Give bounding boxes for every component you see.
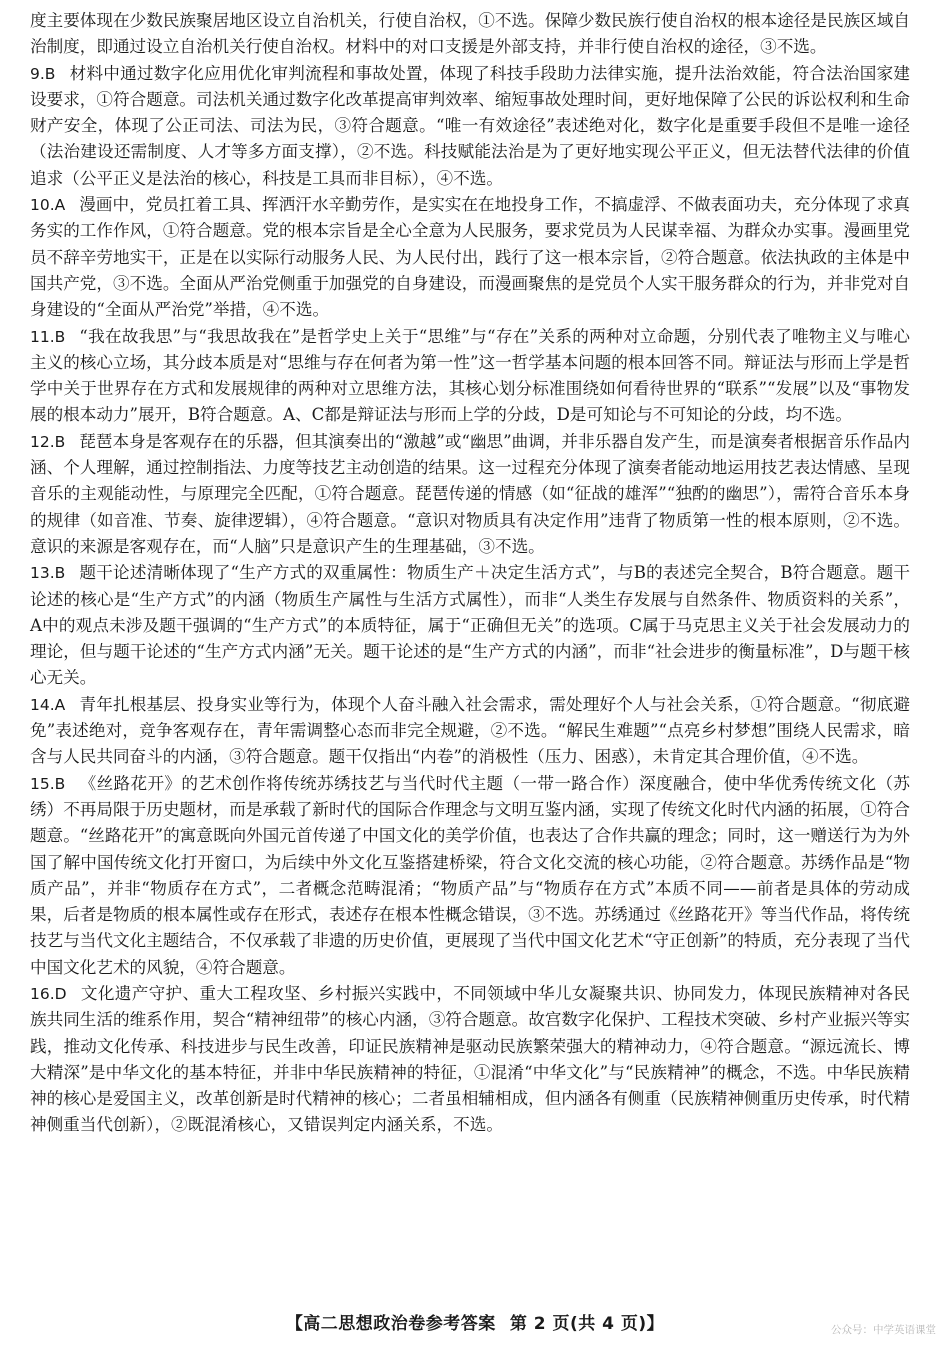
question-number: 11. [30, 327, 55, 346]
question-number: 13. [30, 564, 55, 583]
page-footer [0, 1309, 950, 1334]
answer-item-10 [30, 192, 910, 323]
explanation-text: 漫画中，党员扛着工具、挥洒汗水辛勤劳作，是实实在在地投身工作，不搞虚浮、不做表面功夫，充分体现了求真务实的工作作风，①符合题意。党的根本宗旨是全心全意为人民服务，要求党员为人民谋幸福、为群众办实事。漫画里党员不辞辛劳地实干，正是在以实际行动服务人民、为人民付出，践行了这一根本宗旨，②符合题意。依法执政的主体是中国共产党，③不选。全面从严治党侧重于加强党的自身建设，而漫画聚焦的是党员个人实干服务群众的行为，并非党对自身建设的“全面从严治党”举措，④不选。 [30, 195, 910, 320]
answer-letter: D [54, 984, 67, 1003]
intro-paragraph: 度主要体现在少数民族聚居地区设立自治机关，行使自治权，①不选。保障少数民族行使自治权的根本途径是民族区域自治制度，即通过设立自治机关行使自治权。材料中的对口支援是外部支持，并非行使自治权的途径，③不选。 [30, 11, 910, 57]
explanation-text: 题干论述清晰体现了“生产方式的双重属性：物质生产＋决定生活方式”，与B的表述完全契合，B符合题意。题干论述的核心是“生产方式”的内涵（物质生产属性与生活方式属性），而非“人类生存发展与自然条件、物质资料的关系”，A中的观点未涉及题干强调的“生产方式”的本质特征，属于“正确但无关”的选项。C属于马克思主义关于社会发展动力的理论，但与题干论述的“生产方式内涵”无关。题干论述的是“生产方式的内涵”，而非“社会进步的衡量标准”，D与题干核心无关。 [30, 563, 910, 688]
question-number: 15. [30, 774, 55, 793]
watermark: 公众号：中学英语课堂 [831, 1324, 936, 1336]
question-number: 9. [30, 64, 45, 83]
footer-title: 【高二思想政治卷参考答案 [285, 1314, 496, 1334]
answer-letter: A [54, 196, 66, 215]
answer-letter: B [54, 564, 66, 583]
answer-item-12 [30, 429, 910, 560]
question-number: 16. [30, 984, 55, 1003]
question-number: 14. [30, 695, 55, 714]
answer-letter: B [54, 327, 66, 346]
answer-item-15 [30, 771, 910, 981]
answer-letter: B [44, 64, 56, 83]
explanation-text: 琵琶本身是客观存在的乐器，但其演奏出的“激越”或“幽思”曲调，并非乐器自发产生，而是演奏者根据音乐作品内涵、个人理解，通过控制指法、力度等技艺主动创造的结果。这一过程充分体现了演奏者能动地运用技艺表达情感、呈现音乐的主观能动性，与原理完全匹配，①符合题意。琵琶传递的情感（如“征战的雄浑”“独酌的幽思”），需符合音乐本身的规律（如音准、节奏、旋律逻辑），④符合题意。“意识对物质具有决定作用”违背了物质第一性的根本原则，②不选。意识的来源是客观存在，而“人脑”只是意识产生的生理基础，③不选。 [30, 431, 910, 556]
answer-item-9 [30, 61, 910, 192]
answer-item-14 [30, 692, 910, 771]
question-number: 10. [30, 196, 55, 215]
page-number: 第 2 页(共 4 页)】 [509, 1314, 665, 1334]
explanation-text: 文化遗产守护、重大工程攻坚、乡村振兴实践中，不同领域中华儿女凝聚共识、协同发力，体现民族精神对各民族共同生活的维系作用，契合“精神纽带”的核心内涵，③符合题意。故宫数字化保护、工程技术突破、乡村产业振兴等实践，推动文化传承、科技进步与民生改善，印证民族精神是驱动民族繁荣强大的精神动力，④符合题意。“源远流长、博大精深”是中华文化的基本特征，并非中华民族精神的特征，①混淆“中华文化”与“民族精神”的概念，不选。中华民族精神的核心是爱国主义，改革创新是时代精神的核心；二者虽相辅相成，但内涵各有侧重（民族精神侧重历史传承，时代精神侧重当代创新），②既混淆核心，又错误判定内涵关系，不选。 [30, 983, 910, 1135]
explanation-text: 青年扎根基层、投身实业等行为，体现个人奋斗融入社会需求，需处理好个人与社会关系，①符合题意。“彻底避免”表述绝对，竞争客观存在，青年需调整心态而非完全规避，②不选。“解民生难题”“点亮乡村梦想”围绕人民需求，暗含与人民共同奋斗的内涵，③符合题意。题干仅指出“内卷”的消极性（压力、困惑），未肯定其合理价值，④不选。 [30, 694, 910, 767]
answer-item-11 [30, 324, 910, 429]
answer-item-16 [30, 981, 910, 1139]
explanation-text: 《丝路花开》的艺术创作将传统苏绣技艺与当代时代主题（一带一路合作）深度融合，使中华优秀传统文化（苏绣）不再局限于历史题材，而是承载了新时代的国际合作理念与文明互鉴内涵，实现了传统文化时代内涵的拓展，①符合题意。“丝路花开”的寓意既向外国元首传递了中国文化的美学价值，也表达了合作共赢的理念；同时，这一赠送行为为外国了解中国传统文化打开窗口，为后续中外文化互鉴搭建桥梁，符合文化交流的核心功能，②符合题意。苏绣作品是“物质产品”，并非“物质存在方式”，二者概念范畴混淆；“物质产品”与“物质存在方式”本质不同——前者是具体的劳动成果，后者是物质的根本属性或存在形式，表述存在根本性概念错误，③不选。苏绣通过《丝路花开》等当代作品，将传统技艺与当代文化主题结合，不仅承载了非遗的历史价值，更展现了当代中国文化艺术“守正创新”的特质，充分表现了当代中国文化艺术的风貌，④符合题意。 [30, 773, 910, 977]
question-number: 12. [30, 432, 55, 451]
answer-item-13 [30, 560, 910, 691]
explanation-text: “我在故我思”与“我思故我在”是哲学史上关于“思维”与“存在”关系的两种对立命题，分别代表了唯物主义与唯心主义的核心立场，其分歧本质是对“思维与存在何者为第一性”这一哲学基本问题的根本回答不同。辩证法与形而上学是哲学中关于世界存在方式和发展规律的两种对立思维方法，其核心划分标准围绕如何看待世界的“联系”“发展”以及“事物发展的根本动力”展开，B符合题意。A、C都是辩证法与形而上学的分歧，D是可知论与不可知论的分歧，均不选。 [30, 326, 910, 425]
explanation-text: 材料中通过数字化应用优化审判流程和事故处置，体现了科技手段助力法律实施，提升法治效能，符合法治国家建设要求，①符合题意。司法机关通过数字化改革提高审判效率、缩短事故处理时间，更好地保障了公民的诉讼权利和生命财产安全，体现了公正司法、司法为民，③符合题意。“唯一有效途径”表述绝对化，数字化是重要手段但不是唯一途径（法治建设还需制度、人才等多方面支撑），②不选。科技赋能法治是为了更好地实现公平正义，但无法替代法律的价值追求（公平正义是法治的核心，科技是工具而非目标），④不选。 [30, 63, 910, 188]
answer-content [30, 8, 910, 1139]
answer-letter: B [54, 774, 66, 793]
answer-letter: A [54, 695, 66, 714]
answer-letter: B [54, 432, 66, 451]
